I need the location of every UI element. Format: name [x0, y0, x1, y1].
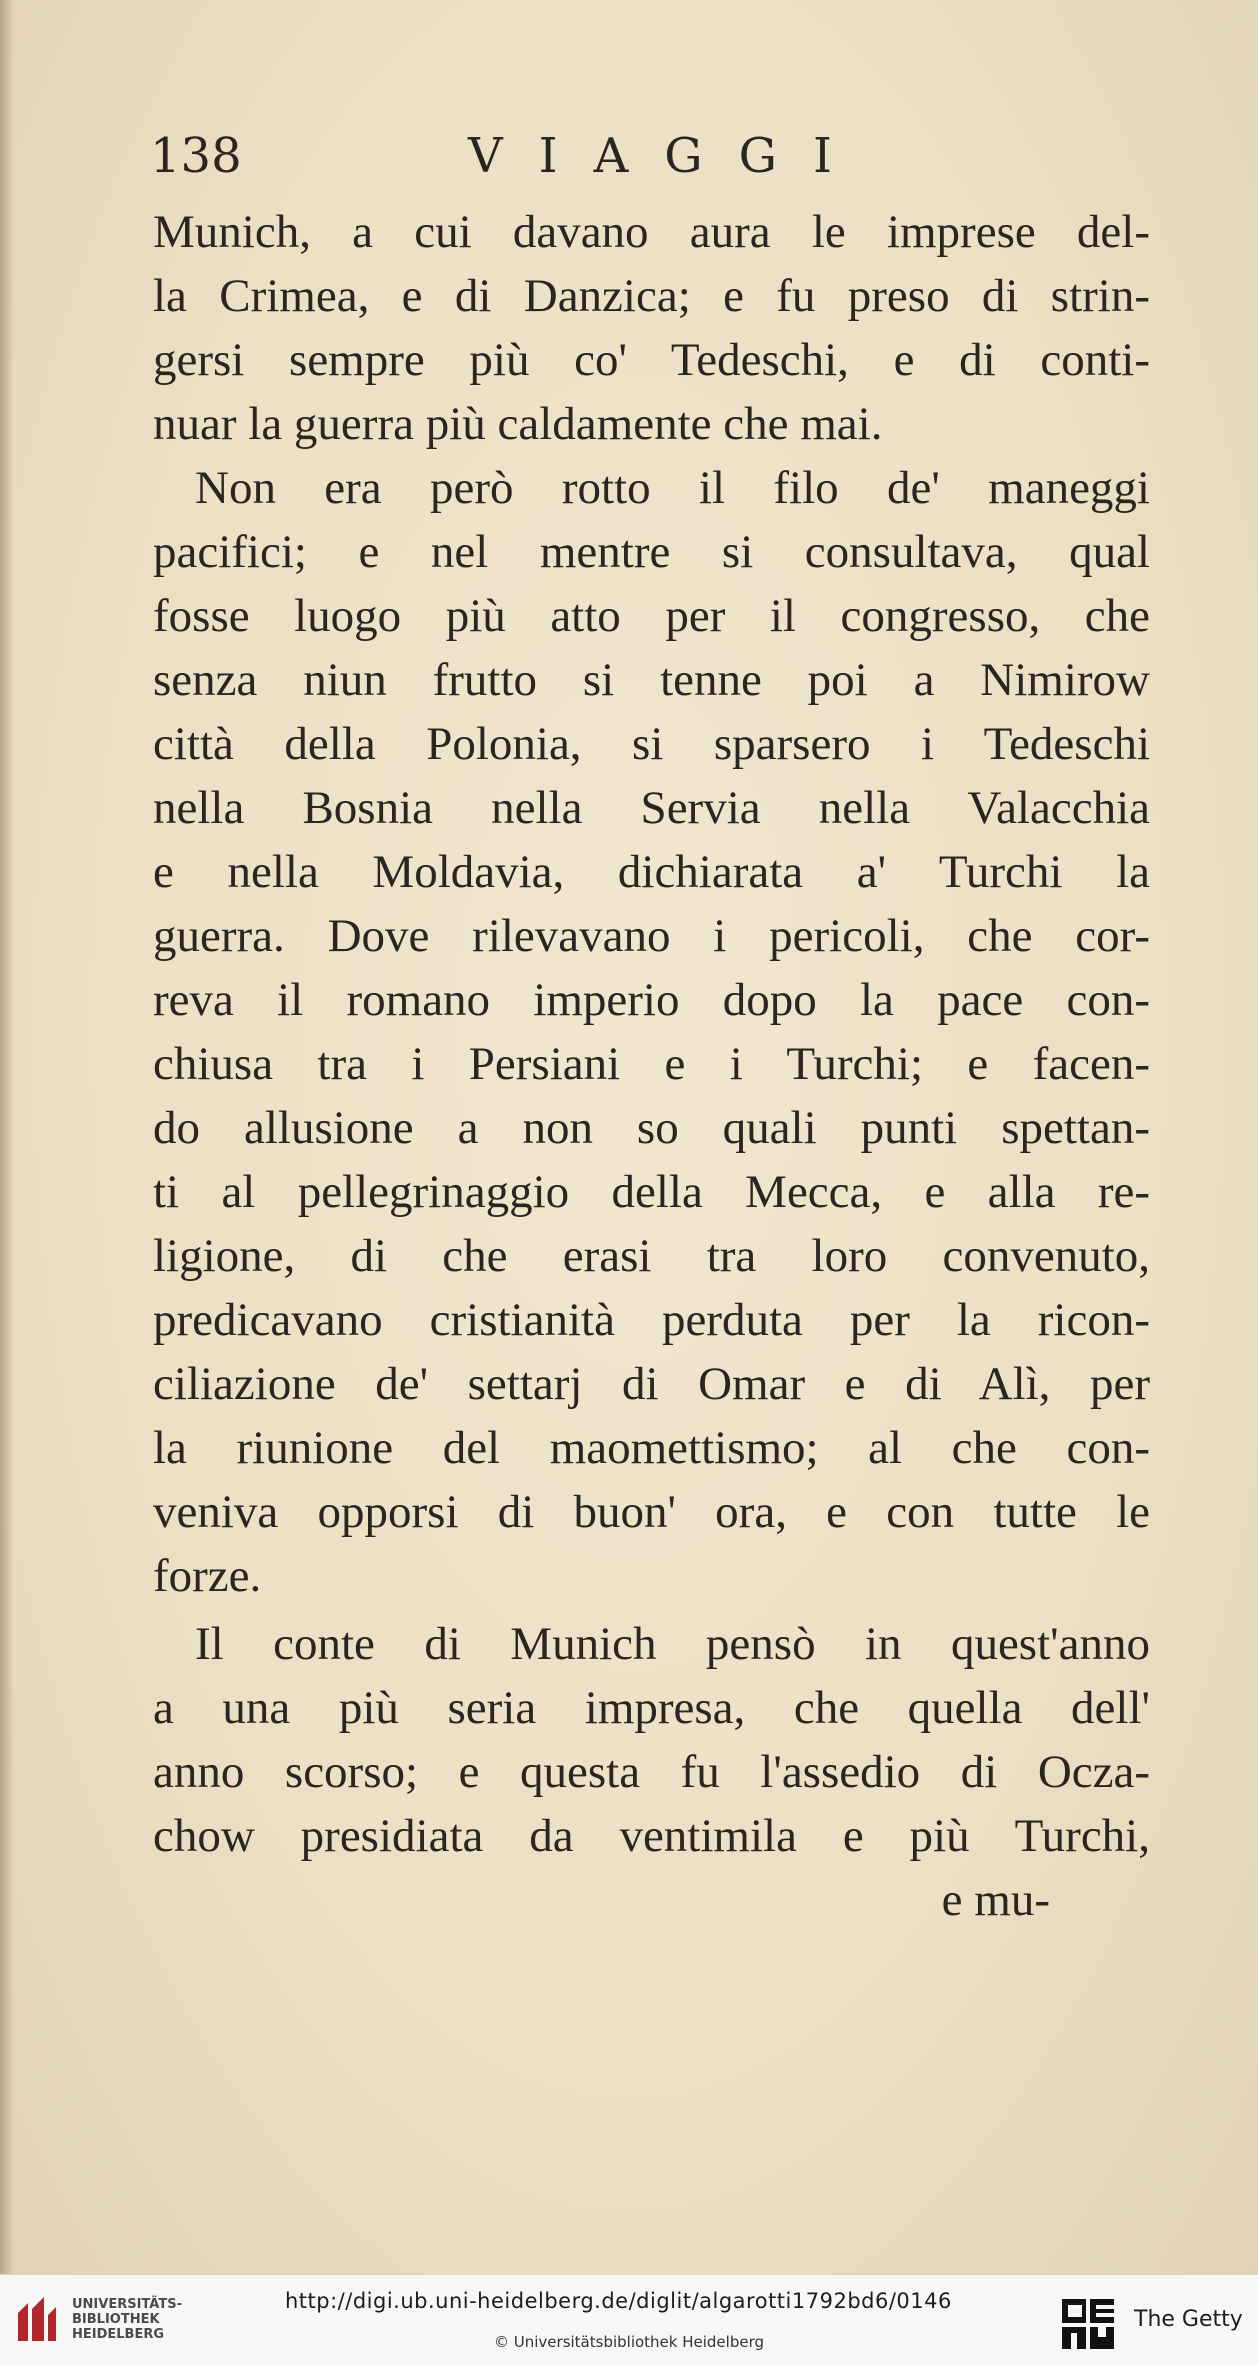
- getty-label: The Getty: [1134, 2307, 1243, 2332]
- text-line: la Crimea, e di Danzica; e fu preso di strin-: [153, 270, 1150, 322]
- text-line: chiusa tra i Persiani e i Turchi; e facen-: [153, 1038, 1150, 1090]
- text-line: reva il romano imperio dopo la pace con-: [153, 974, 1150, 1026]
- library-name-line: UNIVERSITÄTS-: [72, 2297, 182, 2312]
- text-line: senza niun frutto si tenne poi a Nimirow: [153, 654, 1150, 706]
- text-line: pacifici; e nel mentre si consultava, qual: [153, 526, 1150, 578]
- running-title: VIAGGI: [468, 128, 868, 184]
- text-line: predicavano cristianità perduta per la ricon-: [153, 1294, 1150, 1346]
- body-text: [153, 200, 1150, 1932]
- text-line: forze.: [153, 1550, 262, 1602]
- library-name: [72, 2297, 202, 2342]
- running-head: [150, 128, 1150, 198]
- library-name-line: HEIDELBERG: [72, 2327, 165, 2342]
- page-number: 138: [150, 128, 242, 184]
- getty-logo-icon: [1058, 2295, 1120, 2353]
- text-line: e nella Moldavia, dichiarata a' Turchi la: [153, 846, 1150, 898]
- text-line: a una più seria impresa, che quella dell': [153, 1682, 1150, 1734]
- text-line: Il conte di Munich pensò in quest'anno: [195, 1618, 1150, 1670]
- digitization-footer: [0, 2274, 1258, 2365]
- text-line: nella Bosnia nella Servia nella Valacchia: [153, 782, 1150, 834]
- text-line: ligione, di che erasi tra loro convenuto,: [153, 1230, 1150, 1282]
- copyright-notice: © Universitätsbibliothek Heidelberg: [494, 2333, 765, 2351]
- text-line: Non era però rotto il filo de' maneggi: [195, 462, 1150, 514]
- library-name-line: BIBLIOTHEK: [72, 2312, 160, 2327]
- text-line: chow presidiata da ventimila e più Turchi,: [153, 1810, 1150, 1862]
- text-line: Munich, a cui davano aura le imprese del-: [153, 206, 1150, 258]
- text-line: veniva opporsi di buon' ora, e con tutte le: [153, 1486, 1150, 1538]
- catchword: e mu-: [941, 1874, 1050, 1926]
- text-line: ti al pellegrinaggio della Mecca, e alla re-: [153, 1166, 1150, 1218]
- text-line: fosse luogo più atto per il congresso, che: [153, 590, 1150, 642]
- text-line: anno scorso; e questa fu l'assedio di Ocza-: [153, 1746, 1150, 1798]
- text-line: nuar la guerra più caldamente che mai.: [153, 398, 883, 450]
- text-line: la riunione del maomettismo; al che con-: [153, 1422, 1150, 1474]
- text-line: do allusione a non so quali punti spettan-: [153, 1102, 1150, 1154]
- text-line: ciliazione de' settarj di Omar e di Alì, per: [153, 1358, 1150, 1410]
- permalink[interactable]: http://digi.ub.uni-heidelberg.de/diglit/algarotti1792bd6/0146: [285, 2289, 952, 2313]
- text-line: gersi sempre più co' Tedeschi, e di conti-: [153, 334, 1150, 386]
- university-library-logo-icon: [14, 2293, 60, 2345]
- text-line: città della Polonia, si sparsero i Tedeschi: [153, 718, 1150, 770]
- text-line: guerra. Dove rilevavano i pericoli, che cor-: [153, 910, 1150, 962]
